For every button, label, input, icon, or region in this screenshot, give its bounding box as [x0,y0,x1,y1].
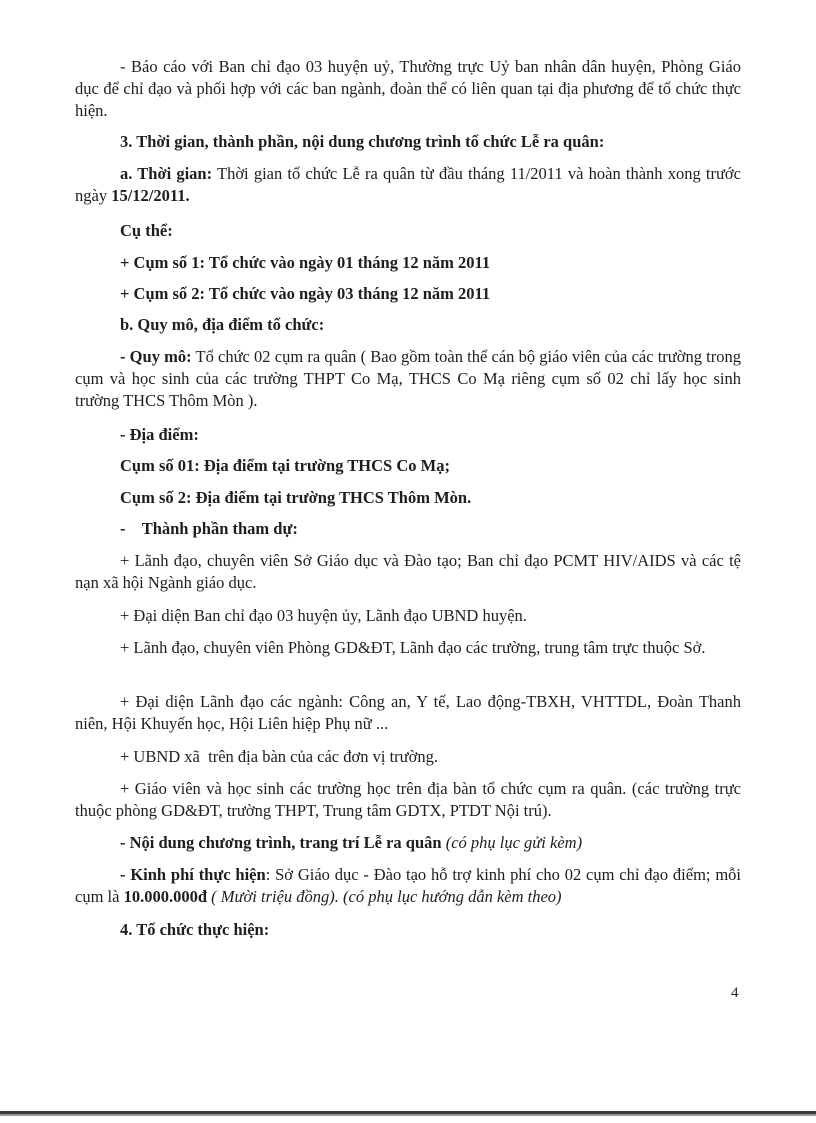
scale-label: - Quy mô: [120,347,192,366]
list-item-text: + UBND xã trên địa bàn của các đơn vị trường. [120,747,438,766]
participant-item-office [75,637,741,659]
heading-text: 4. Tổ chức thực hiện: [120,920,270,939]
participant-item-sectors [75,691,741,735]
participants-label [75,518,741,540]
funding-amount: 10.000.000đ [123,887,208,906]
time-label: a. Thời gian: [120,164,213,183]
funding-note: ( Mười triệu đồng). (có phụ lục hướng dẫn kèm theo) [207,887,562,906]
paragraph-scale [75,346,741,412]
specifics-label [75,220,741,242]
list-item-text: + Giáo viên và học sinh các trường học trên địa bàn tổ chức cụm ra quân. (các trường trực thuộc phòng GD&ĐT, trường THPT, Trung tâm GDTX, PTDT Nội trú). [75,779,741,820]
paragraph-report [75,56,741,122]
list-item-text: + Đại diện Ban chỉ đạo 03 huyện ủy, Lãnh đạo UBND huyện. [120,606,527,625]
location-cluster-1 [75,455,741,477]
program-label: - Nội dung chương trình, trang trí Lễ ra quân [120,833,442,852]
section-heading-4 [75,919,741,941]
paragraph-text: - Báo cáo với Ban chỉ đạo 03 huyện uỷ, Thường trực Uỷ ban nhân dân huyện, Phòng Giáo dục để chỉ đạo và phối hợp với các ban ngành, đoàn thể có liên quan tại địa phương để tổ chức thực hiện. [75,57,741,120]
cluster-1-text: + Cụm số 1: Tổ chức vào ngày 01 tháng 12 năm 2011 [120,253,491,272]
section-heading-3 [75,131,741,153]
location-cluster-2 [75,487,741,509]
location-2-text: Cụm số 2: Địa điểm tại trường THCS Thôm Mòn. [120,488,472,507]
paragraph-funding [75,864,741,908]
program-note: (có phụ lục gửi kèm) [441,833,583,852]
time-text: Thời gian tổ chức Lễ ra quân từ đầu tháng 11/2011 và hoàn thành xong trước ngày [75,164,741,205]
paragraph-time [75,163,741,207]
deadline-date: 15/12/2011. [111,186,190,205]
page-number: 4 [731,985,739,1001]
subheading-scale-location [75,314,741,336]
heading-text: 3. Thời gian, thành phần, nội dung chương trình tổ chức Lễ ra quân: [120,132,605,151]
participant-item-teachers [75,778,741,822]
location-1-text: Cụm số 01: Địa điểm tại trường THCS Co Mạ; [120,456,450,475]
paragraph-program-content [75,832,741,854]
funding-label: - Kinh phí thực hiện [120,865,266,884]
scale-text: Tổ chức 02 cụm ra quân ( Bao gồm toàn thể cán bộ giáo viên của các trường trong cụm và học sinh của các trường THPT Co Mạ, THCS Co Mạ riêng cụm số 02 chỉ lấy học sinh trường THCS Thôm Mòn ). [75,347,741,410]
participants-label-text: - Thành phần tham dự: [120,519,298,538]
participant-item-district [75,605,741,627]
location-label [75,424,741,446]
scan-edge-shadow [0,1114,816,1116]
funding-text: : Sở Giáo dục - Đào tạo hỗ trợ kinh phí cho 02 cụm chỉ đạo điểm; mỗi cụm là [75,865,741,906]
list-item-text: + Lãnh đạo, chuyên viên Phòng GD&ĐT, Lãnh đạo các trường, trung tâm trực thuộc Sở. [120,638,706,657]
cluster-1-schedule [75,252,741,274]
cluster-2-text: + Cụm số 2: Tổ chức vào ngày 03 tháng 12 năm 2011 [120,284,491,303]
participant-item-department [75,550,741,594]
specifics-text: Cụ thể: [120,221,173,240]
subheading-text: b. Quy mô, địa điểm tổ chức: [120,315,325,334]
participant-item-commune [75,746,741,768]
location-label-text: - Địa điểm: [120,425,199,444]
list-item-text: + Đại diện Lãnh đạo các ngành: Công an, Y tế, Lao động-TBXH, VHTTDL, Đoàn Thanh niên, Hội Khuyến học, Hội Liên hiệp Phụ nữ ... [75,692,741,733]
cluster-2-schedule [75,283,741,305]
list-item-text: + Lãnh đạo, chuyên viên Sở Giáo dục và Đào tạo; Ban chỉ đạo PCMT HIV/AIDS và các tệ nạn xã hội Ngành giáo dục. [75,551,741,592]
